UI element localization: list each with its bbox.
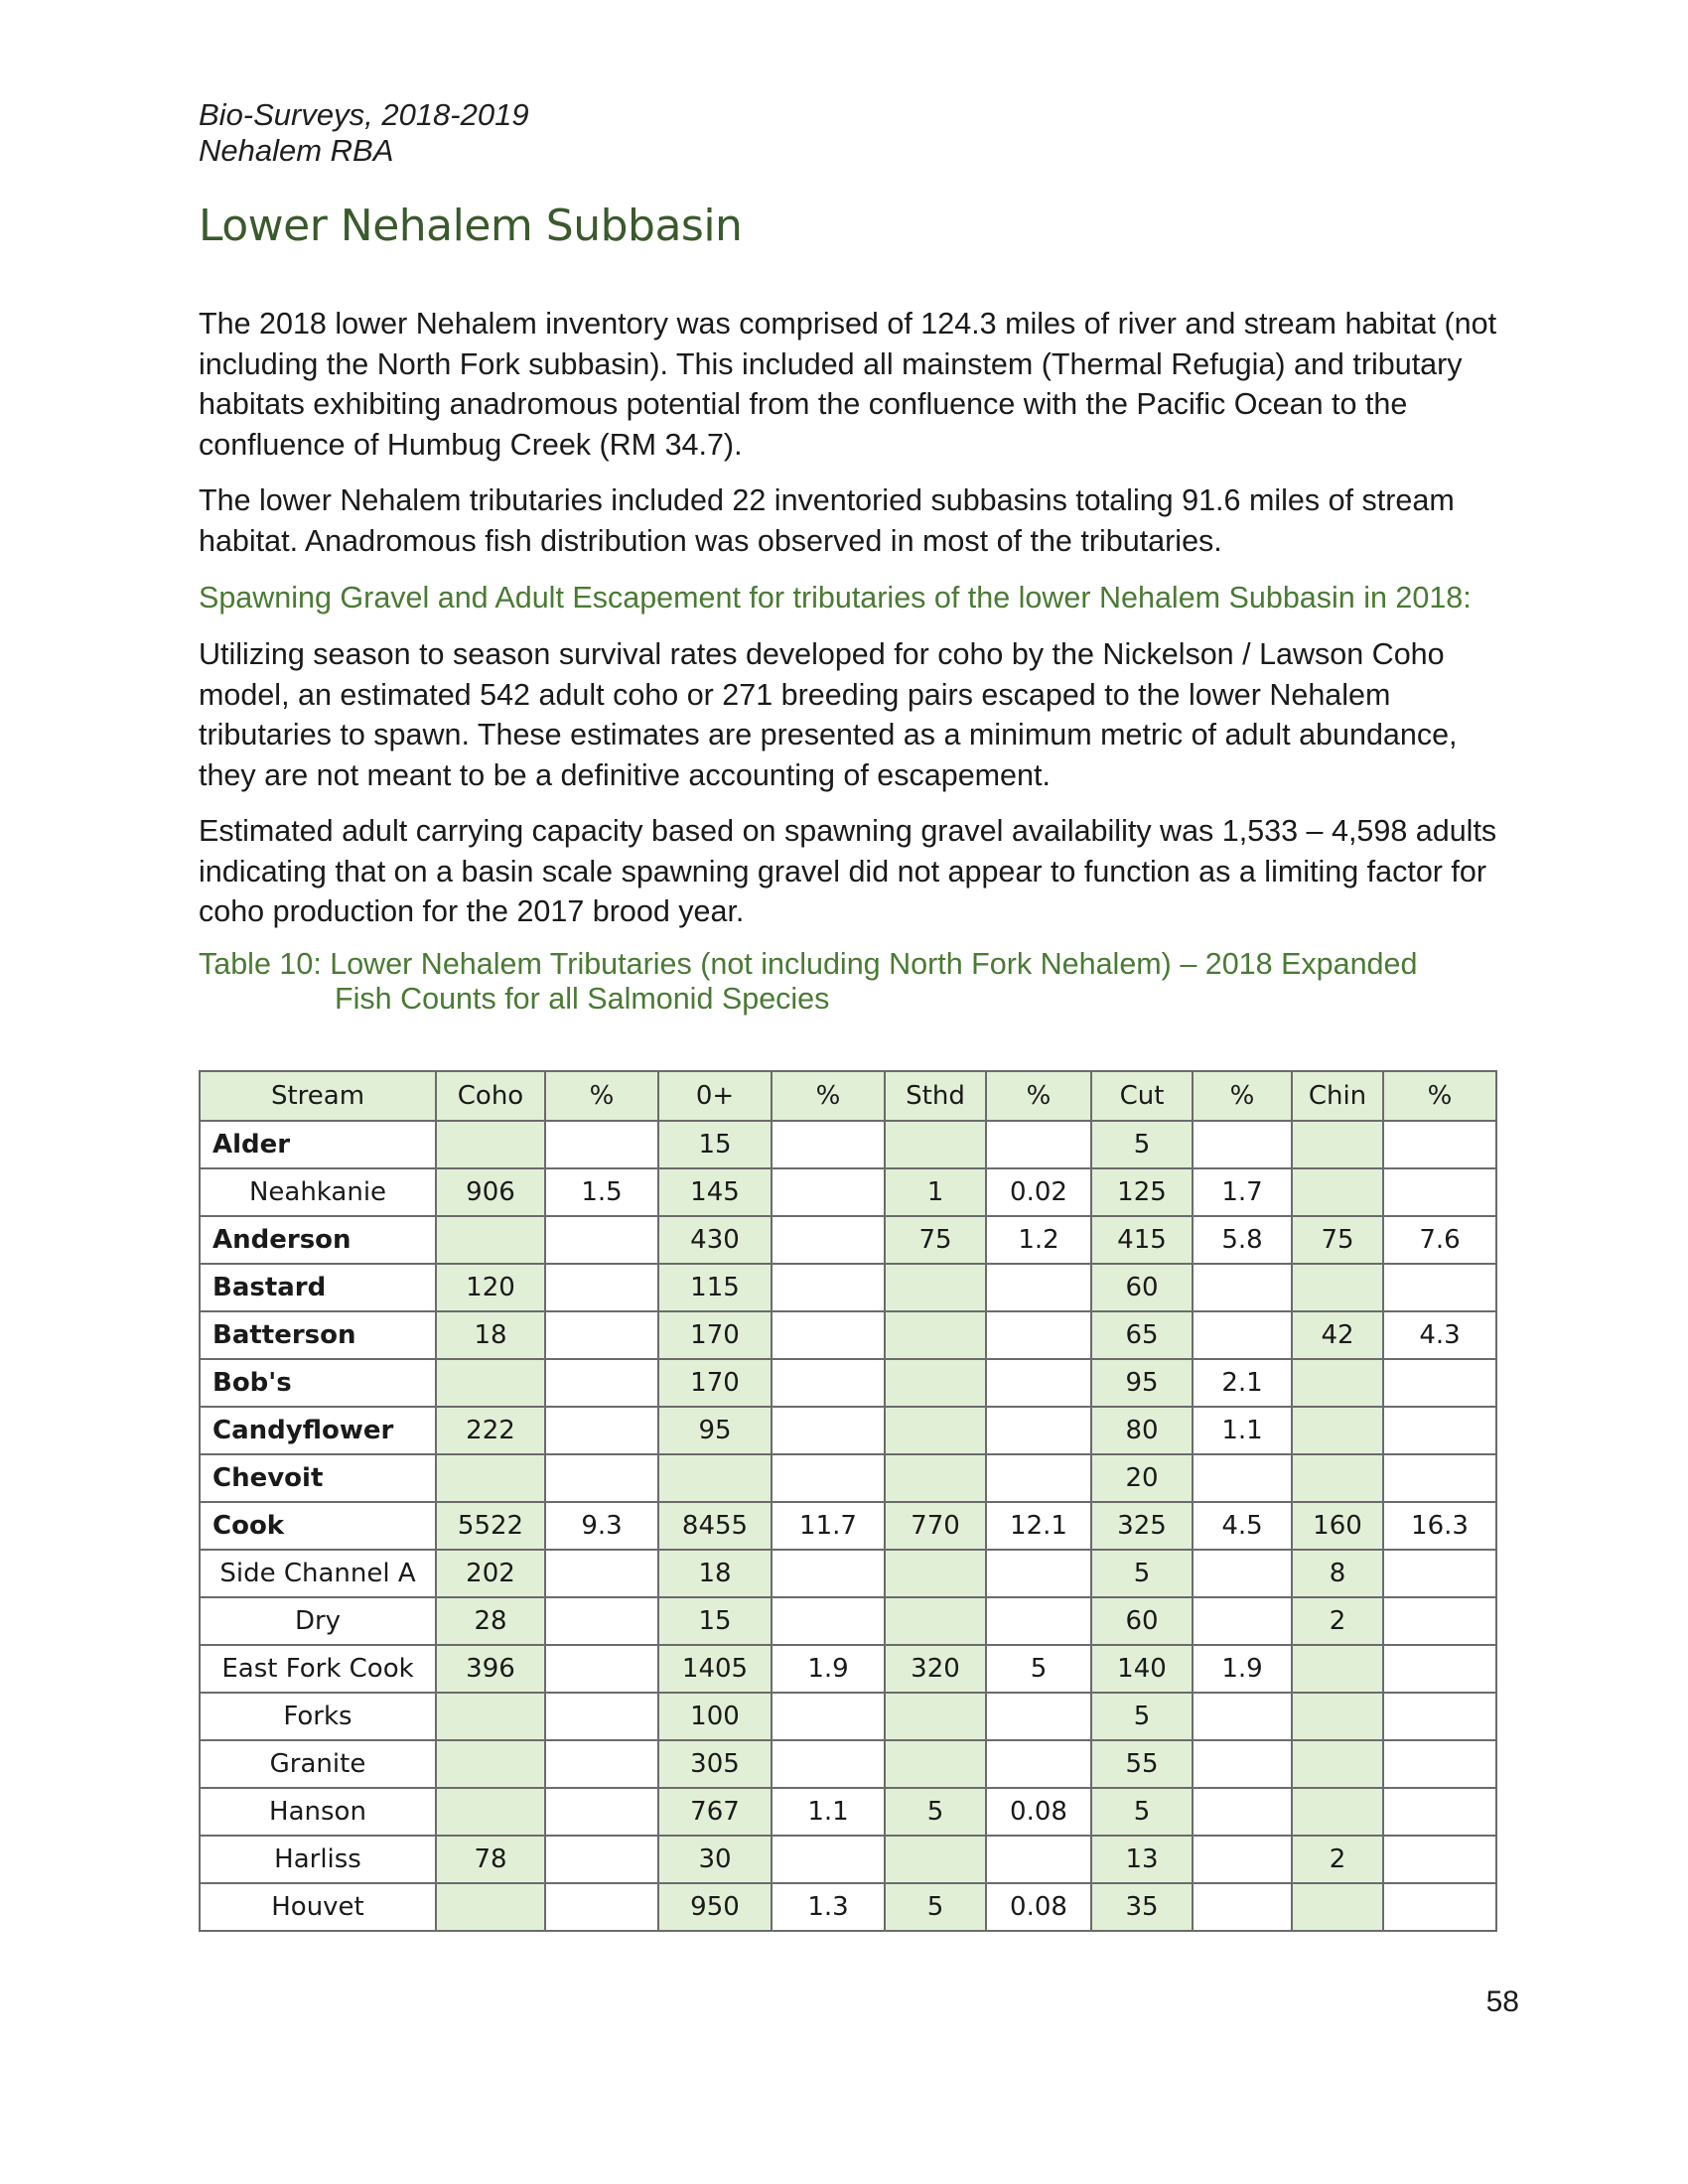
page-title: Lower Nehalem Subbasin	[199, 201, 743, 251]
table-cell: 60	[1091, 1597, 1193, 1645]
table-cell	[436, 1121, 545, 1168]
table-cell: 5	[1091, 1693, 1193, 1740]
table-row	[200, 1740, 1496, 1788]
table-cell	[772, 1693, 885, 1740]
table-cell: 9.3	[545, 1502, 658, 1550]
table-cell	[772, 1216, 885, 1264]
table-cell: 35	[1091, 1883, 1193, 1931]
table-cell: 0.08	[986, 1883, 1091, 1931]
table-cell	[545, 1788, 658, 1836]
table-cell	[772, 1121, 885, 1168]
table-cell	[1383, 1645, 1496, 1693]
table-cell	[545, 1264, 658, 1311]
table-cell	[772, 1550, 885, 1597]
table-cell: 5	[1091, 1550, 1193, 1597]
table-cell: 5	[885, 1788, 986, 1836]
table-cell	[885, 1550, 986, 1597]
table-row	[200, 1597, 1496, 1645]
table-cell: 5	[986, 1645, 1091, 1693]
table-row	[200, 1407, 1496, 1454]
table-cell: 115	[658, 1264, 772, 1311]
table-cell: 0.02	[986, 1168, 1091, 1216]
header-title: Bio-Surveys, 2018-2019	[199, 97, 529, 132]
table-cell	[772, 1836, 885, 1883]
table-cell	[1383, 1597, 1496, 1645]
table-cell: 2.1	[1193, 1359, 1292, 1407]
table-cell	[885, 1264, 986, 1311]
table-cell	[1193, 1693, 1292, 1740]
table-cell: 140	[1091, 1645, 1193, 1693]
header-cell: %	[545, 1071, 658, 1121]
table-row	[200, 1645, 1496, 1693]
fish-count-table	[199, 1070, 1497, 1932]
table-header-row	[200, 1071, 1496, 1121]
table-cell: 65	[1091, 1311, 1193, 1359]
table-cell: 28	[436, 1597, 545, 1645]
table-cell: 950	[658, 1883, 772, 1931]
table-cell	[885, 1836, 986, 1883]
table-cell	[1383, 1550, 1496, 1597]
table-caption	[199, 947, 1519, 1017]
stream-name-cell: Forks	[200, 1693, 436, 1740]
table-cell: 15	[658, 1597, 772, 1645]
table-cell	[885, 1121, 986, 1168]
header-cell: %	[772, 1071, 885, 1121]
table-cell	[885, 1740, 986, 1788]
paragraph-inventory: The 2018 lower Nehalem inventory was comprised of 124.3 miles of river and stream habitat (not including the North Fork subbasin). This included all mainstem (Thermal Refugia) and tributary habitats exhibiting anadromous potential from the confluence with the Pacific Ocean to the confluence of Humbug Creek (RM 34.7).	[199, 307, 1497, 462]
table-cell: 15	[658, 1121, 772, 1168]
table-cell	[1193, 1550, 1292, 1597]
table-cell	[772, 1597, 885, 1645]
table-cell	[545, 1216, 658, 1264]
table-cell: 5.8	[1193, 1216, 1292, 1264]
table-cell	[1292, 1740, 1383, 1788]
table-cell: 8	[1292, 1550, 1383, 1597]
table-cell	[1193, 1883, 1292, 1931]
table-caption-line2: Fish Counts for all Salmonid Species	[335, 982, 830, 1016]
table-cell	[436, 1883, 545, 1931]
table-cell	[545, 1407, 658, 1454]
table-cell: 120	[436, 1264, 545, 1311]
table-cell	[436, 1454, 545, 1502]
table-row	[200, 1264, 1496, 1311]
stream-name-cell: Candyflower	[200, 1407, 436, 1454]
table-cell	[1383, 1693, 1496, 1740]
table-cell	[986, 1550, 1091, 1597]
table-cell: 1.9	[1193, 1645, 1292, 1693]
table-cell: 2	[1292, 1597, 1383, 1645]
table-cell: 325	[1091, 1502, 1193, 1550]
table-row	[200, 1168, 1496, 1216]
table-cell	[545, 1693, 658, 1740]
stream-name-cell: Granite	[200, 1740, 436, 1788]
table-row	[200, 1454, 1496, 1502]
table-cell: 145	[658, 1168, 772, 1216]
table-cell	[1292, 1121, 1383, 1168]
table-cell	[885, 1597, 986, 1645]
table-cell: 80	[1091, 1407, 1193, 1454]
paragraph-carrying-capacity: Estimated adult carrying capacity based on spawning gravel availability was 1,533 – 4,598 adults indicating that on a basin scale spawning gravel did not appear to function as a limiting factor for coho production for the 2017 brood year.	[199, 814, 1497, 928]
stream-name-cell: Bob's	[200, 1359, 436, 1407]
table-cell	[772, 1359, 885, 1407]
stream-name-cell: Anderson	[200, 1216, 436, 1264]
table-cell: 1.2	[986, 1216, 1091, 1264]
table-cell	[772, 1264, 885, 1311]
table-cell: 8455	[658, 1502, 772, 1550]
table-cell	[436, 1693, 545, 1740]
stream-name-cell: Harliss	[200, 1836, 436, 1883]
table-cell: 1.5	[545, 1168, 658, 1216]
table-cell	[545, 1740, 658, 1788]
table-cell: 202	[436, 1550, 545, 1597]
table-cell: 4.3	[1383, 1311, 1496, 1359]
table-cell	[986, 1264, 1091, 1311]
stream-name-cell: Alder	[200, 1121, 436, 1168]
table-cell	[436, 1788, 545, 1836]
table-cell	[1193, 1597, 1292, 1645]
table-cell	[1383, 1740, 1496, 1788]
table-cell: 78	[436, 1836, 545, 1883]
table-cell	[1292, 1693, 1383, 1740]
table-cell: 170	[658, 1359, 772, 1407]
table-cell	[885, 1693, 986, 1740]
table-cell	[1193, 1740, 1292, 1788]
table-cell	[885, 1407, 986, 1454]
table-row	[200, 1693, 1496, 1740]
table-row	[200, 1359, 1496, 1407]
table-cell	[1292, 1788, 1383, 1836]
table-cell	[772, 1168, 885, 1216]
table-cell: 1	[885, 1168, 986, 1216]
table-cell	[1383, 1168, 1496, 1216]
table-cell: 16.3	[1383, 1502, 1496, 1550]
paragraph-escapement: Utilizing season to season survival rates developed for coho by the Nickelson / Lawson Coho model, an estimated 542 adult coho or 271 breeding pairs escaped to the lower Nehalem tributaries to spawn. These estimates are presented as a minimum metric of adult abundance, they are not meant to be a definitive accounting of escapement.	[199, 637, 1458, 792]
table-cell	[986, 1407, 1091, 1454]
table-cell	[1193, 1788, 1292, 1836]
page-number: 58	[1485, 1985, 1519, 2018]
table-cell: 305	[658, 1740, 772, 1788]
table-cell	[885, 1454, 986, 1502]
table-cell	[1383, 1454, 1496, 1502]
stream-name-cell: Hanson	[200, 1788, 436, 1836]
table-cell	[1292, 1407, 1383, 1454]
table-cell: 430	[658, 1216, 772, 1264]
stream-name-cell: Chevoit	[200, 1454, 436, 1502]
header-cell: Cut	[1091, 1071, 1193, 1121]
stream-name-cell: Batterson	[200, 1311, 436, 1359]
table-cell	[1193, 1121, 1292, 1168]
table-cell: 125	[1091, 1168, 1193, 1216]
table-cell: 60	[1091, 1264, 1193, 1311]
table-cell	[436, 1216, 545, 1264]
table-cell	[545, 1311, 658, 1359]
table-cell: 4.5	[1193, 1502, 1292, 1550]
table-cell: 1.1	[772, 1788, 885, 1836]
table-cell: 42	[1292, 1311, 1383, 1359]
table-cell: 5	[1091, 1788, 1193, 1836]
section-heading: Spawning Gravel and Adult Escapement for tributaries of the lower Nehalem Subbasin in 2018:	[199, 581, 1472, 614]
table-cell: 20	[1091, 1454, 1193, 1502]
table-cell	[1292, 1645, 1383, 1693]
table-cell	[772, 1407, 885, 1454]
table-cell	[1193, 1836, 1292, 1883]
table-cell	[772, 1740, 885, 1788]
table-row	[200, 1311, 1496, 1359]
table-cell	[1383, 1121, 1496, 1168]
table-cell: 55	[1091, 1740, 1193, 1788]
table-row	[200, 1216, 1496, 1264]
table-row	[200, 1550, 1496, 1597]
table-cell	[885, 1359, 986, 1407]
header-cell: 0+	[658, 1071, 772, 1121]
table-cell	[545, 1597, 658, 1645]
table-cell	[986, 1454, 1091, 1502]
table-cell: 13	[1091, 1836, 1193, 1883]
stream-name-cell: Side Channel A	[200, 1550, 436, 1597]
stream-name-cell: Cook	[200, 1502, 436, 1550]
table-cell	[986, 1121, 1091, 1168]
table-cell: 320	[885, 1645, 986, 1693]
table-cell: 5	[885, 1883, 986, 1931]
table-cell	[545, 1550, 658, 1597]
table-cell: 18	[658, 1550, 772, 1597]
table-cell	[986, 1740, 1091, 1788]
stream-name-cell: Neahkanie	[200, 1168, 436, 1216]
table-caption-line1: Table 10: Lower Nehalem Tributaries (not including North Fork Nehalem) – 2018 Expanded	[199, 947, 1418, 981]
table-cell: 1.3	[772, 1883, 885, 1931]
table-cell	[986, 1311, 1091, 1359]
table-cell	[1383, 1407, 1496, 1454]
table-row	[200, 1502, 1496, 1550]
header-cell: %	[1193, 1071, 1292, 1121]
table-cell: 170	[658, 1311, 772, 1359]
table-cell: 906	[436, 1168, 545, 1216]
table-cell	[545, 1454, 658, 1502]
header-cell: Sthd	[885, 1071, 986, 1121]
table-cell: 95	[658, 1407, 772, 1454]
table-cell	[1292, 1359, 1383, 1407]
table-row	[200, 1788, 1496, 1836]
table-cell	[1193, 1454, 1292, 1502]
table-cell: 18	[436, 1311, 545, 1359]
header-cell: %	[986, 1071, 1091, 1121]
table-cell	[545, 1359, 658, 1407]
table-row	[200, 1121, 1496, 1168]
stream-name-cell: Bastard	[200, 1264, 436, 1311]
table-body	[200, 1121, 1496, 1931]
paragraph-tributaries: The lower Nehalem tributaries included 22 inventoried subbasins totaling 91.6 miles of stream habitat. Anadromous fish distribution was observed in most of the tributaries.	[199, 483, 1455, 558]
table-cell	[1193, 1264, 1292, 1311]
table-cell	[986, 1693, 1091, 1740]
table-cell: 767	[658, 1788, 772, 1836]
table-cell: 396	[436, 1645, 545, 1693]
header-cell: Stream	[200, 1071, 436, 1121]
table-cell	[986, 1597, 1091, 1645]
running-header	[199, 97, 529, 169]
table-cell	[436, 1359, 545, 1407]
table-cell: 0.08	[986, 1788, 1091, 1836]
stream-name-cell: East Fork Cook	[200, 1645, 436, 1693]
table-cell	[772, 1311, 885, 1359]
table-cell	[545, 1883, 658, 1931]
table-cell	[986, 1359, 1091, 1407]
table-cell: 415	[1091, 1216, 1193, 1264]
stream-name-cell: Dry	[200, 1597, 436, 1645]
table-cell: 100	[658, 1693, 772, 1740]
header-subtitle: Nehalem RBA	[199, 133, 394, 168]
table-cell	[545, 1645, 658, 1693]
table-cell	[1292, 1168, 1383, 1216]
table-cell: 2	[1292, 1836, 1383, 1883]
table-row	[200, 1883, 1496, 1931]
table-cell	[1383, 1359, 1496, 1407]
table-cell	[885, 1311, 986, 1359]
table-cell: 1.9	[772, 1645, 885, 1693]
table-cell: 30	[658, 1836, 772, 1883]
table-cell	[1383, 1836, 1496, 1883]
table-cell	[772, 1454, 885, 1502]
table-cell: 75	[1292, 1216, 1383, 1264]
table-cell: 1.1	[1193, 1407, 1292, 1454]
table-cell: 160	[1292, 1502, 1383, 1550]
header-cell: Chin	[1292, 1071, 1383, 1121]
table-cell	[1193, 1311, 1292, 1359]
table-row	[200, 1836, 1496, 1883]
table-cell	[1292, 1883, 1383, 1931]
stream-name-cell: Houvet	[200, 1883, 436, 1931]
table-cell: 95	[1091, 1359, 1193, 1407]
table-cell	[658, 1454, 772, 1502]
table-cell	[1383, 1883, 1496, 1931]
table-cell: 7.6	[1383, 1216, 1496, 1264]
table-cell	[436, 1740, 545, 1788]
table-cell: 12.1	[986, 1502, 1091, 1550]
table-cell	[1292, 1264, 1383, 1311]
table-cell	[986, 1836, 1091, 1883]
table-cell: 5	[1091, 1121, 1193, 1168]
table-cell: 11.7	[772, 1502, 885, 1550]
header-cell: Coho	[436, 1071, 545, 1121]
table-cell: 222	[436, 1407, 545, 1454]
table-cell	[545, 1121, 658, 1168]
table-cell	[1383, 1788, 1496, 1836]
header-cell: %	[1383, 1071, 1496, 1121]
table-cell: 770	[885, 1502, 986, 1550]
table-cell: 1.7	[1193, 1168, 1292, 1216]
table-cell: 75	[885, 1216, 986, 1264]
table-cell: 1405	[658, 1645, 772, 1693]
table-cell	[1292, 1454, 1383, 1502]
table-cell	[545, 1836, 658, 1883]
table-cell: 5522	[436, 1502, 545, 1550]
table-cell	[1383, 1264, 1496, 1311]
